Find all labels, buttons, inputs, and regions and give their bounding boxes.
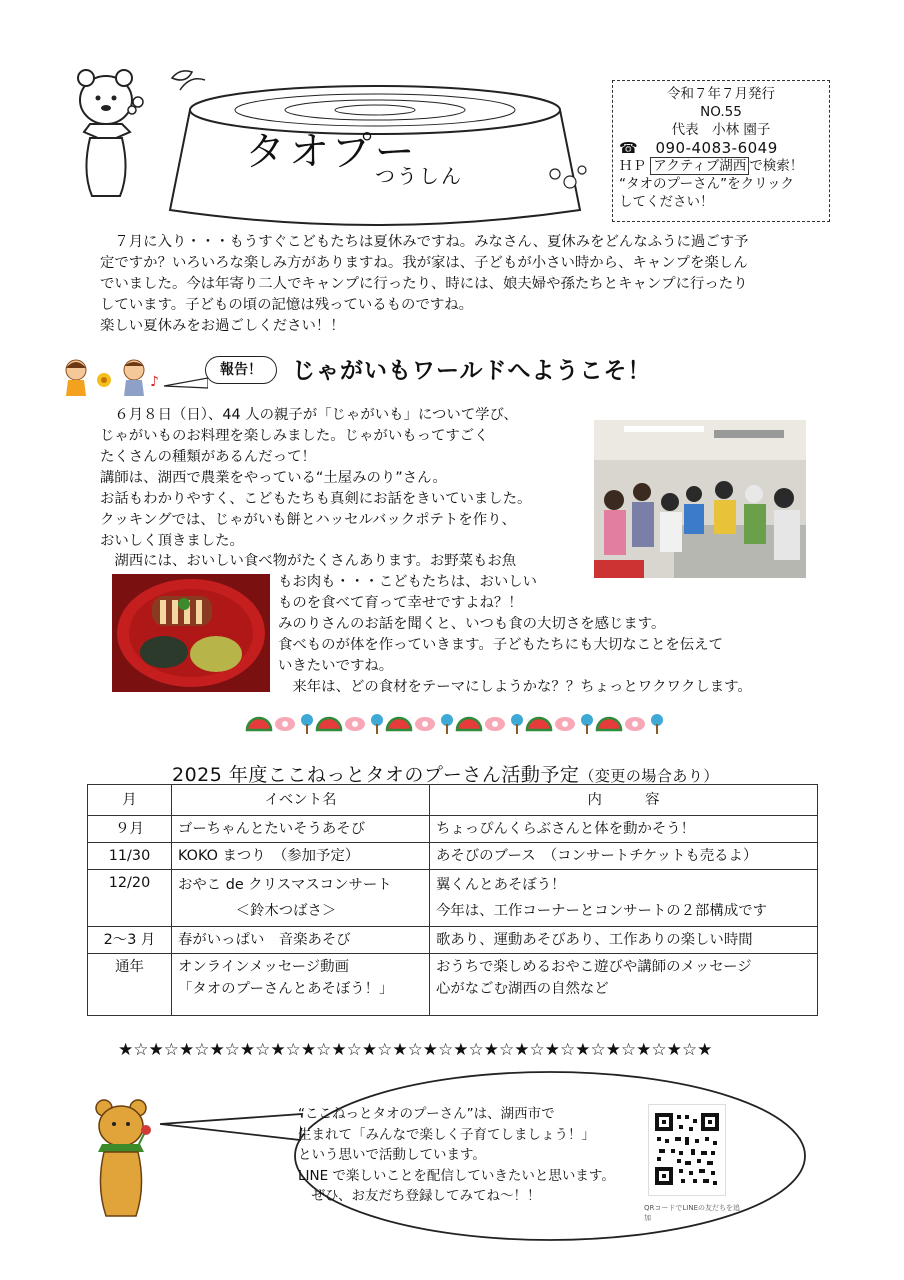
schedule-table [87, 784, 818, 1016]
row-content [430, 843, 818, 870]
table-row [88, 954, 818, 1016]
report-line: 食べものが体を作っていきます。子どもたちにも大切なことを伝えて [278, 637, 723, 653]
hp-click-line1: “タオのプーさん”をクリック [619, 176, 795, 192]
header-month: 月 [88, 785, 172, 816]
report-line: みのりさんのお話を聞くと、いつも食の大切さを感じます。 [278, 616, 666, 632]
row-event [172, 843, 430, 870]
report-line: ものを食べて育って幸せですよね？！ [278, 595, 523, 611]
intro-line: 定ですか？いろいろな楽しみ方がありますね。我が家は、子どもが小さい時から、キャンプを楽しん [100, 255, 748, 271]
phone-icon: ☎ [619, 139, 639, 157]
hp-line [619, 157, 823, 175]
content-line: 翼くんとあそぼう！ [436, 877, 566, 893]
phone-line [619, 139, 823, 157]
issue-number: NO.55 [700, 104, 742, 120]
event-line: 春がいっぱい 音楽あそび [178, 932, 351, 948]
table-row [88, 927, 818, 954]
row-content [430, 870, 818, 927]
hp-click-line2: してください！ [619, 194, 714, 210]
header-event: イベント名 [172, 785, 430, 816]
footer-line: 生まれて「みんなで楽しく子育てしましょう！」 [298, 1126, 595, 1143]
event-line: 「タオのプーさんとあそぼう！」 [178, 981, 394, 997]
star-divider: ★☆★☆★☆★☆★☆★☆★☆★☆★☆★☆★☆★☆★☆★☆★☆★☆★☆★☆★☆★ [118, 1040, 713, 1060]
potato-dish-photo [112, 574, 270, 692]
row-event [172, 927, 430, 954]
content-line: 歌あり、運動あそびあり、工作ありの楽しい時間 [436, 932, 753, 948]
watermelon-border-decoration [245, 710, 665, 736]
report-line: ６月８日（日）、44 人の親子が「じゃがいも」について学び、 [100, 407, 518, 423]
row-event [172, 816, 430, 843]
kids-flower-illustration [58, 356, 208, 398]
bear-mascot-color [92, 1096, 160, 1220]
schedule-title-main: 2025 年度ここねっとタオのプーさん活動予定 [172, 764, 580, 786]
newsletter-subtitle: つうしん [375, 164, 463, 188]
content-line: 今年は、工作コーナーとコンサートの２部構成です [436, 903, 767, 919]
report-title: じゃがいもワールドへようこそ！ [292, 358, 652, 384]
schedule-title [172, 760, 719, 787]
report-line: クッキングでは、じゃがいも餅とハッセルバックポテトを作り、 [100, 512, 516, 528]
row-month: ９月 [88, 816, 172, 843]
content-line: 心がなごむ湖西の自然など [436, 981, 609, 997]
hp-search-suffix: で検索！ [749, 158, 804, 174]
report-tag-badge: 報告！ [205, 356, 277, 384]
row-month: 11/30 [88, 843, 172, 870]
row-event [172, 954, 430, 1016]
report-line: 来年は、どの食材をテーマにしようかな？？ちょっとワクワクします。 [278, 679, 752, 695]
report-paragraph-2-first: 湖西には、おいしい食べ物がたくさんあります。お野菜もお魚 [100, 553, 517, 569]
report-paragraph-2 [278, 572, 838, 698]
report-line: いきたいですね。 [278, 658, 394, 674]
intro-line: でいました。今は年寄り二人でキャンプに行ったり、時には、娘夫婦や孫たちとキャンプに行ったり [100, 276, 748, 292]
report-line: たくさんの種類があるんだって！ [100, 449, 316, 465]
table-row [88, 870, 818, 927]
table-header-row [88, 785, 818, 816]
intro-line: 楽しい夏休みをお過ごしください！！ [100, 318, 345, 334]
event-line: ＜鈴木つばさ＞ [178, 903, 337, 919]
intro-paragraph [100, 232, 830, 337]
event-line: KOKO まつり （参加予定） [178, 848, 360, 864]
report-line: お話もわかりやすく、こどもたちも真剣にお話をきいていました。 [100, 491, 532, 507]
bear-mascot-outline [68, 62, 148, 202]
report-paragraph-1 [100, 405, 590, 552]
intro-line: しています。子どもの頃の記憶は残っているものですね。 [100, 297, 474, 313]
phone-number: 090-4083-6049 [655, 139, 778, 157]
footer-line: “ここねっとタオのプーさん”は、湖西市で [298, 1106, 555, 1122]
footer-message [298, 1104, 628, 1207]
footer-line: ぜひ、お友だち登録してみてね～！！ [298, 1188, 541, 1204]
table-row [88, 843, 818, 870]
row-content [430, 927, 818, 954]
qr-caption: QRコードでLINEの友だちを追加 [644, 1204, 740, 1222]
event-line: おやこ de クリスマスコンサート [178, 877, 392, 893]
hp-search-term: アクティブ湖西 [650, 157, 749, 175]
intro-line: ７月に入り・・・もうすぐこどもたちは夏休みですね。みなさん、夏休みをどんなふうに過ごす予 [100, 234, 749, 250]
hp-label: ＨＰ [619, 158, 646, 174]
event-line: オンラインメッセージ動画 [178, 959, 349, 975]
row-content [430, 954, 818, 1016]
report-line: 講師は、湖西で農業をやっている“土屋みのり”さん。 [100, 470, 447, 486]
newsletter-title: タオプー [245, 129, 419, 175]
report-line: もお肉も・・・こどもたちは、おいしい [278, 574, 538, 590]
row-month: 2～3 月 [88, 927, 172, 954]
schedule-title-note: （変更の場合あり） [579, 767, 719, 785]
event-line: ゴーちゃんとたいそうあそび [178, 821, 366, 837]
cooking-class-photo [594, 420, 806, 578]
row-month: 12/20 [88, 870, 172, 927]
footer-line: という思いで活動しています。 [298, 1147, 486, 1163]
content-line: おうちで楽しめるおやこ遊びや講師のメッセージ [436, 959, 752, 975]
row-content [430, 816, 818, 843]
footer-line: LINE で楽しいことを配信していきたいと思います。 [298, 1167, 615, 1184]
header-content: 内 容 [430, 785, 818, 816]
content-line: ちょっぴんくらぶさんと体を動かそう！ [436, 821, 696, 837]
table-row [88, 816, 818, 843]
issue-info-box [612, 80, 830, 222]
row-event [172, 870, 430, 927]
row-month: 通年 [88, 954, 172, 1016]
content-line: あそびのブース （コンサートチケットも売るよ） [436, 848, 758, 864]
issue-date: 令和７年７月発行 [667, 86, 775, 102]
svg-text:♪: ♪ [150, 374, 159, 390]
line-qr-code[interactable] [648, 1104, 726, 1196]
report-line: おいしく頂きました。 [100, 533, 244, 549]
report-line: じゃがいものお料理を楽しみました。じゃがいもってすごく [100, 428, 489, 444]
representative: 代表 小林 園子 [671, 122, 771, 138]
